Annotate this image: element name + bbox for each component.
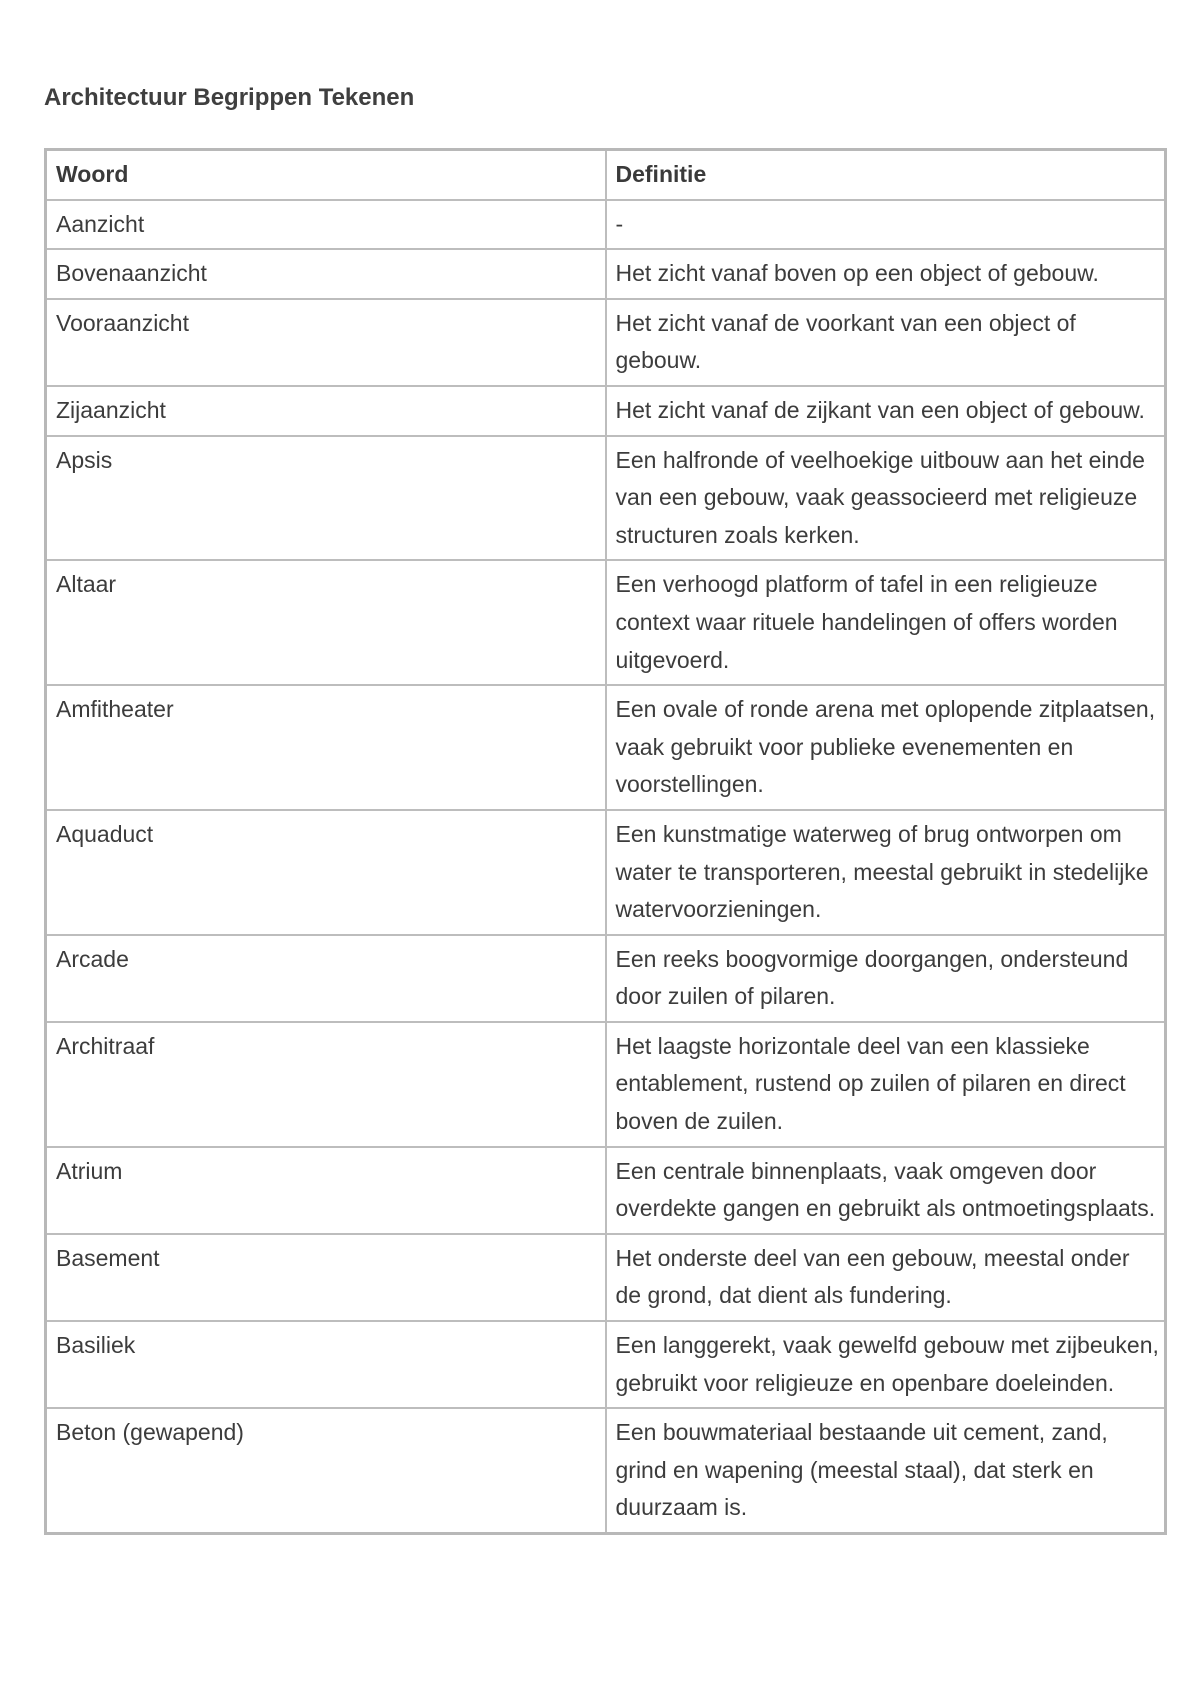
term-cell: Aanzicht <box>46 200 606 250</box>
definition-cell: - <box>606 200 1166 250</box>
definition-cell: Een langgerekt, vaak gewelfd gebouw met zijbeuken, gebruikt voor religieuze en openbare doeleinden. <box>606 1321 1166 1408</box>
definition-cell: Een halfronde of veelhoekige uitbouw aan het einde van een gebouw, vaak geassocieerd met religieuze structuren zoals kerken. <box>606 436 1166 561</box>
definition-cell: Het zicht vanaf boven op een object of gebouw. <box>606 249 1166 299</box>
table-row <box>46 1408 1166 1533</box>
table-row <box>46 1321 1166 1408</box>
term-cell: Basiliek <box>46 1321 606 1408</box>
definition-cell: Het onderste deel van een gebouw, meestal onder de grond, dat dient als fundering. <box>606 1234 1166 1321</box>
definition-cell: Een verhoogd platform of tafel in een religieuze context waar rituele handelingen of offers worden uitgevoerd. <box>606 560 1166 685</box>
table-row <box>46 1022 1166 1147</box>
table-row <box>46 560 1166 685</box>
term-cell: Aquaduct <box>46 810 606 935</box>
term-cell: Zijaanzicht <box>46 386 606 436</box>
term-cell: Vooraanzicht <box>46 299 606 386</box>
term-cell: Apsis <box>46 436 606 561</box>
definition-cell: Het zicht vanaf de zijkant van een object of gebouw. <box>606 386 1166 436</box>
document-page <box>44 0 1164 1521</box>
definition-cell: Een centrale binnenplaats, vaak omgeven door overdekte gangen en gebruikt als ontmoetingsplaats. <box>606 1147 1166 1234</box>
table-row <box>46 299 1166 386</box>
table-row <box>46 810 1166 935</box>
table-row <box>46 685 1166 810</box>
table-row <box>46 249 1166 299</box>
page-title: Architectuur Begrippen Tekenen <box>44 84 415 111</box>
terms-table <box>44 148 1167 1535</box>
table-row <box>46 1147 1166 1234</box>
definition-cell: Een kunstmatige waterweg of brug ontworpen om water te transporteren, meestal gebruikt in stedelijke watervoorzieningen. <box>606 810 1166 935</box>
table-row <box>46 386 1166 436</box>
term-cell: Amfitheater <box>46 685 606 810</box>
column-header-word: Woord <box>46 150 606 200</box>
table-header-row <box>46 150 1166 200</box>
table-row <box>46 935 1166 1022</box>
term-cell: Altaar <box>46 560 606 685</box>
definition-cell: Een ovale of ronde arena met oplopende zitplaatsen, vaak gebruikt voor publieke evenementen en voorstellingen. <box>606 685 1166 810</box>
term-cell: Arcade <box>46 935 606 1022</box>
term-cell: Beton (gewapend) <box>46 1408 606 1533</box>
term-cell: Architraaf <box>46 1022 606 1147</box>
definition-cell: Het laagste horizontale deel van een klassieke entablement, rustend op zuilen of pilaren en direct boven de zuilen. <box>606 1022 1166 1147</box>
definition-cell: Het zicht vanaf de voorkant van een object of gebouw. <box>606 299 1166 386</box>
table-row <box>46 200 1166 250</box>
definition-cell: Een reeks boogvormige doorgangen, ondersteund door zuilen of pilaren. <box>606 935 1166 1022</box>
definition-cell: Een bouwmateriaal bestaande uit cement, zand, grind en wapening (meestal staal), dat sterk en duurzaam is. <box>606 1408 1166 1533</box>
column-header-definition: Definitie <box>606 150 1166 200</box>
term-cell: Basement <box>46 1234 606 1321</box>
table-row <box>46 1234 1166 1321</box>
term-cell: Atrium <box>46 1147 606 1234</box>
term-cell: Bovenaanzicht <box>46 249 606 299</box>
table-row <box>46 436 1166 561</box>
